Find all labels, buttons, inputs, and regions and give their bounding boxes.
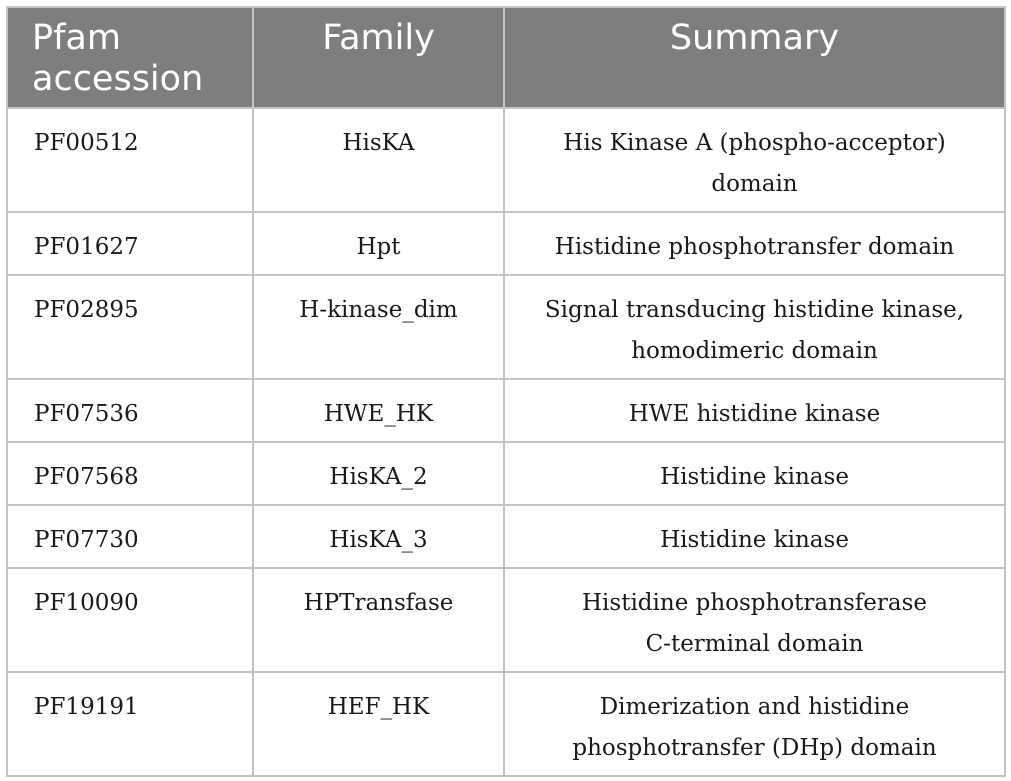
table-row <box>7 505 1005 568</box>
family-cell: Hpt <box>253 212 504 275</box>
table-row <box>7 379 1005 442</box>
summary-cell: Histidine kinase <box>504 505 1005 568</box>
table-row <box>7 212 1005 275</box>
pfam-table-container <box>6 6 1004 777</box>
table-row <box>7 275 1005 379</box>
family-cell: HWE_HK <box>253 379 504 442</box>
accession-cell: PF07730 <box>7 505 253 568</box>
accession-cell: PF07568 <box>7 442 253 505</box>
summary-cell: Histidine phosphotransfer domain <box>504 212 1005 275</box>
family-cell: HPTransfase <box>253 568 504 672</box>
accession-cell: PF19191 <box>7 672 253 776</box>
table-row <box>7 672 1005 776</box>
accession-cell: PF02895 <box>7 275 253 379</box>
accession-cell: PF01627 <box>7 212 253 275</box>
table-header-row <box>7 7 1005 108</box>
family-cell: HisKA <box>253 108 504 212</box>
table-row <box>7 108 1005 212</box>
accession-cell: PF00512 <box>7 108 253 212</box>
summary-cell: HWE histidine kinase <box>504 379 1005 442</box>
header-summary: Summary <box>504 7 1005 108</box>
family-cell: H-kinase_dim <box>253 275 504 379</box>
table-row <box>7 442 1005 505</box>
summary-cell: His Kinase A (phospho-acceptor) domain <box>504 108 1005 212</box>
summary-cell: Signal transducing histidine kinase, homodimeric domain <box>504 275 1005 379</box>
header-family: Family <box>253 7 504 108</box>
table-row <box>7 568 1005 672</box>
family-cell: HEF_HK <box>253 672 504 776</box>
summary-cell: Histidine phosphotransferase C-terminal domain <box>504 568 1005 672</box>
summary-cell: Dimerization and histidine phosphotransfer (DHp) domain <box>504 672 1005 776</box>
pfam-family-table <box>6 6 1006 777</box>
accession-cell: PF07536 <box>7 379 253 442</box>
summary-cell: Histidine kinase <box>504 442 1005 505</box>
family-cell: HisKA_2 <box>253 442 504 505</box>
header-pfam-accession: Pfam accession <box>7 7 253 108</box>
accession-cell: PF10090 <box>7 568 253 672</box>
family-cell: HisKA_3 <box>253 505 504 568</box>
